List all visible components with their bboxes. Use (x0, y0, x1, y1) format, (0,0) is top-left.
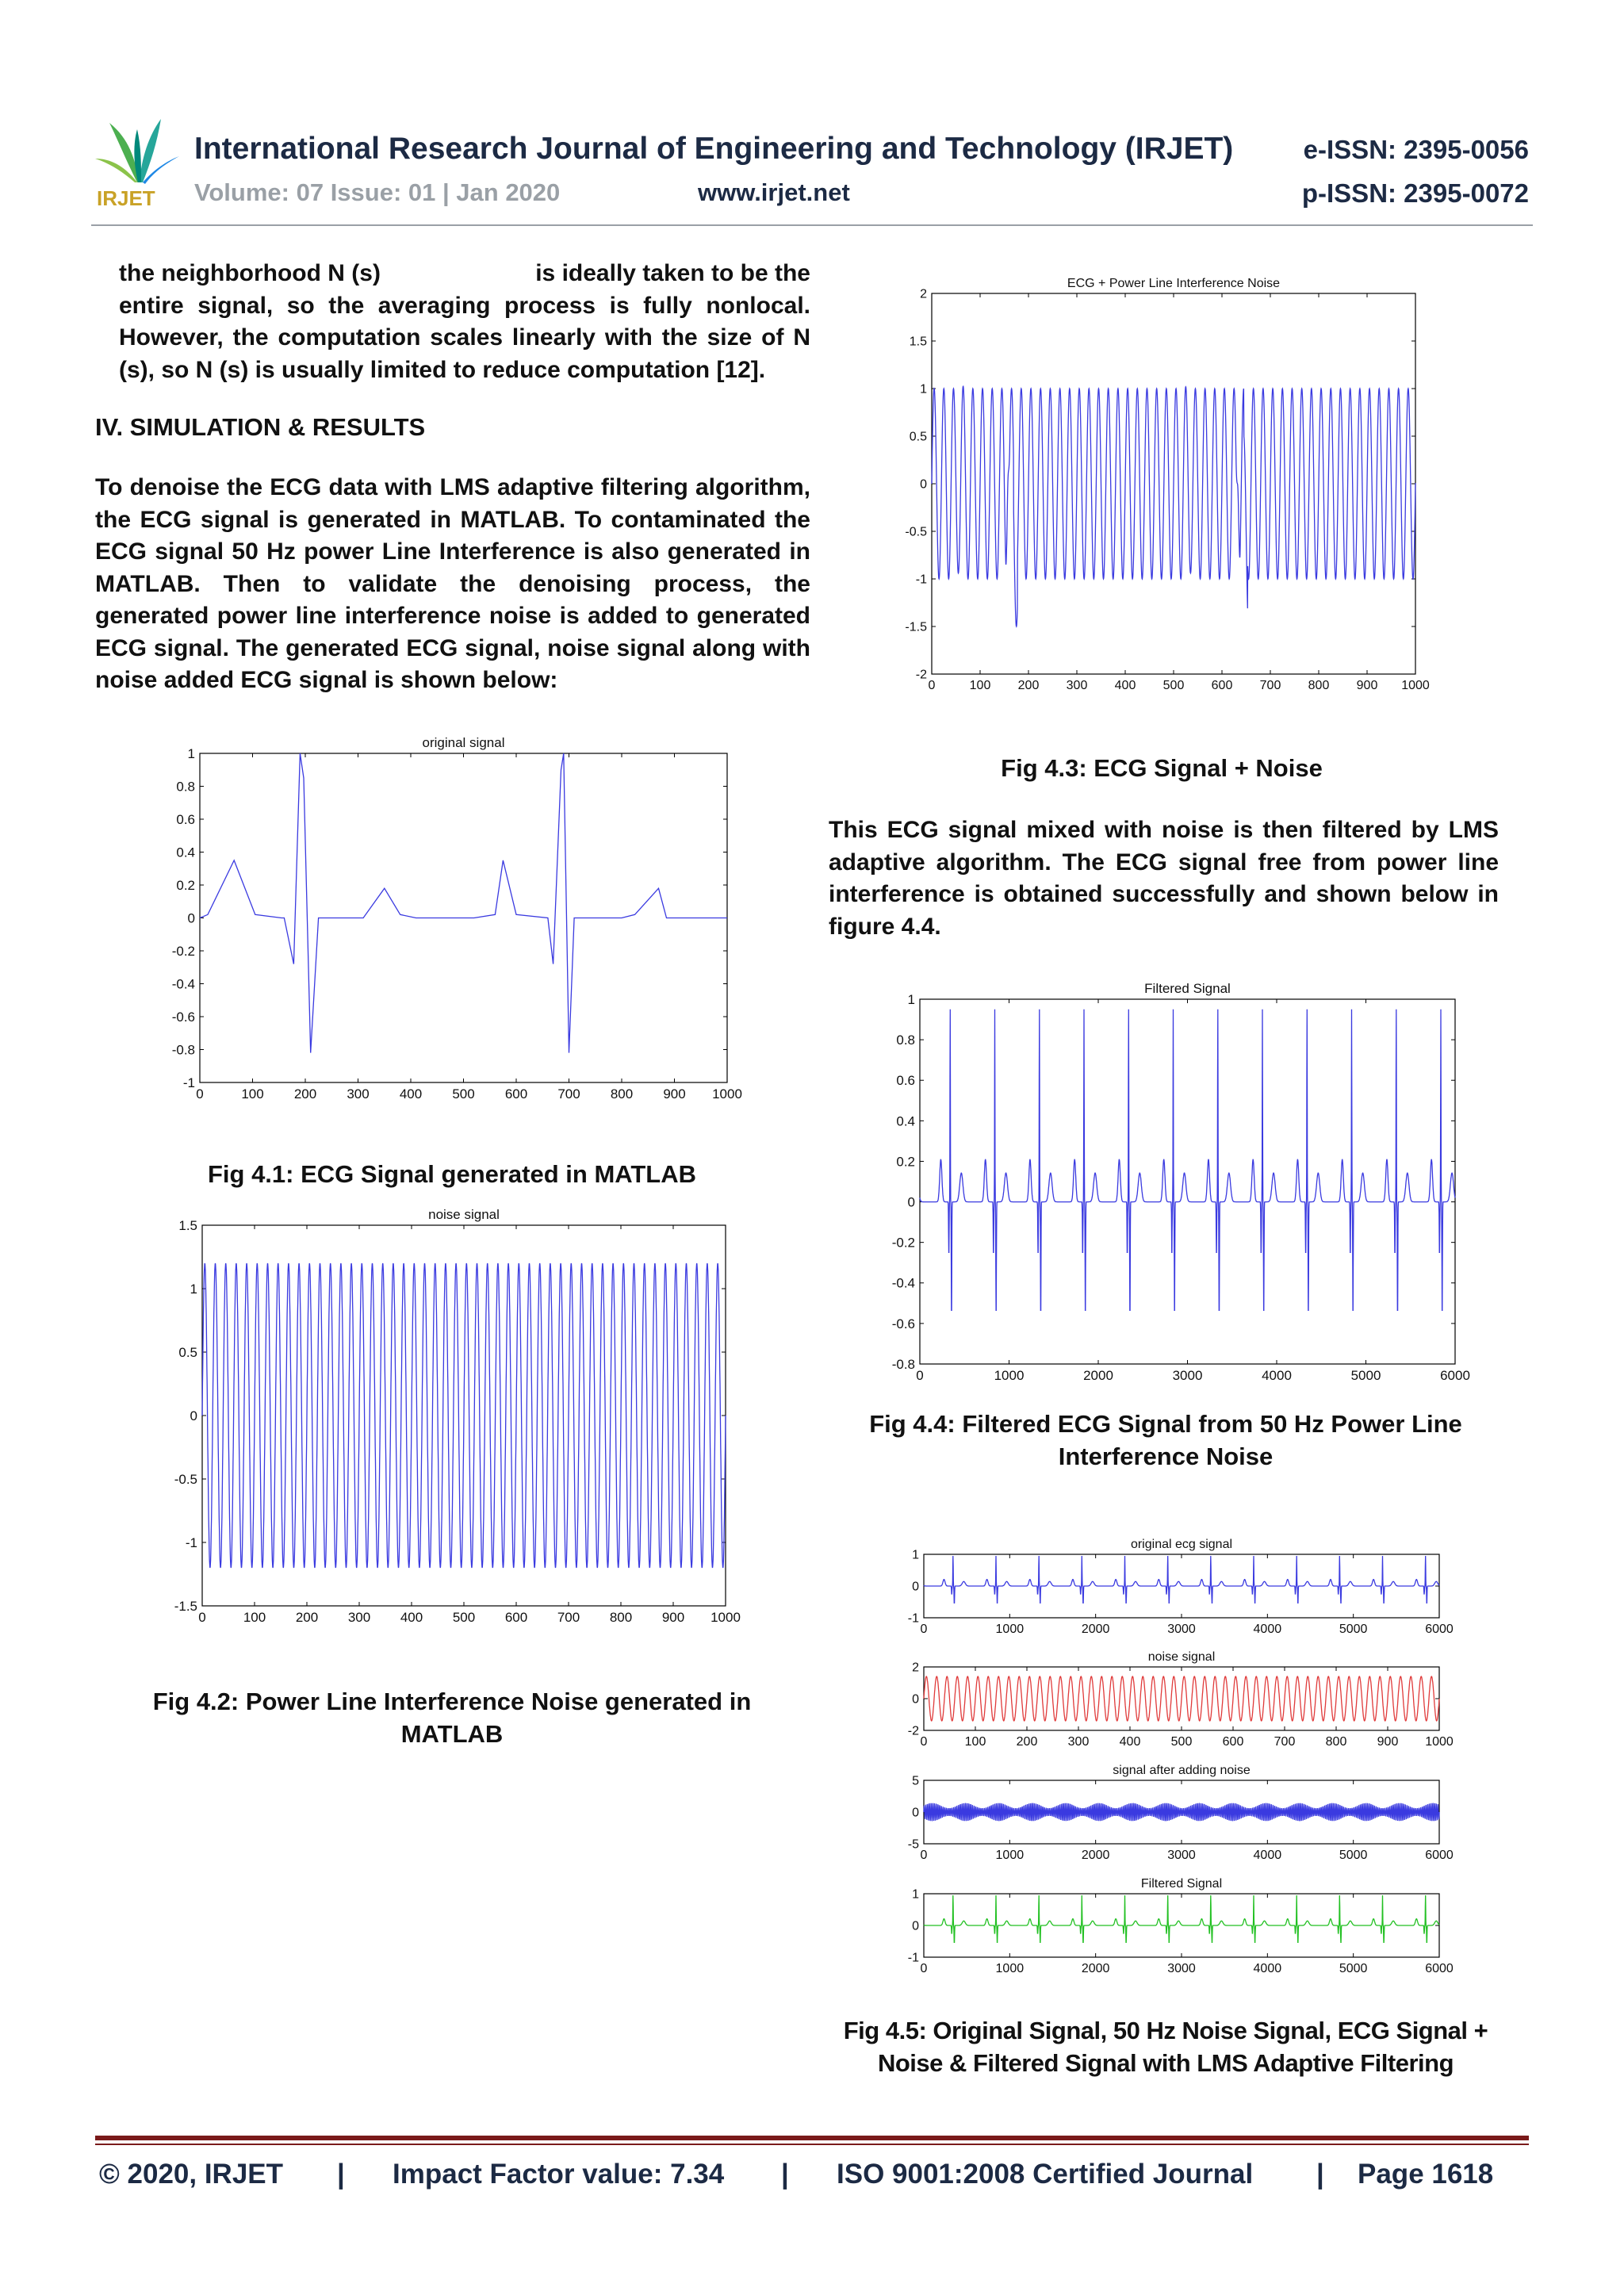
footer-page-number: Page 1618 (1358, 2159, 1494, 2190)
para1-line1-b: is ideally taken to be the (535, 260, 810, 286)
fig45-sub1-y-tick-label: 1 (912, 1548, 919, 1562)
fig44-y-tick-label: -0.4 (891, 1275, 915, 1291)
fig42-x-tick-label: 700 (557, 1610, 580, 1625)
fig42-y-tick-label: 1.5 (178, 1217, 197, 1233)
fig43-x-tick-label: 600 (1211, 679, 1233, 692)
fig44-x-tick-label: 1000 (994, 1368, 1025, 1383)
fig43-y-tick-label: -1 (915, 573, 927, 587)
fig41-title: original signal (422, 735, 505, 750)
fig44-y-tick-label: 0.4 (896, 1113, 915, 1129)
fig45-sub4-x-tick-label: 6000 (1425, 1962, 1454, 1975)
fig45-sub3-y-tick-label: -5 (907, 1837, 919, 1852)
fig45-sub3-x-tick-label: 3000 (1167, 1849, 1196, 1862)
fig41-y-tick-label: 0 (187, 910, 195, 926)
website-link[interactable]: www.irjet.net (698, 178, 850, 206)
fig43-y-tick-label: 2 (920, 287, 927, 301)
fig45-sub4-x-tick-label: 4000 (1253, 1962, 1282, 1975)
fig42-y-tick-label: 0 (190, 1408, 197, 1423)
fig41-x-tick-label: 100 (241, 1086, 264, 1102)
fig41-y-tick-label: -1 (182, 1075, 195, 1090)
fig45-sub4-x-tick-label: 3000 (1167, 1962, 1196, 1975)
fig45-sub4-x-tick-label: 5000 (1339, 1962, 1368, 1975)
fig45-sub4-y-tick-label: -1 (907, 1951, 919, 1965)
fig41-x-tick-label: 1000 (712, 1086, 742, 1102)
fig45-sub1-x-tick-label: 4000 (1253, 1623, 1282, 1636)
fig43-x-tick-label: 400 (1114, 679, 1136, 692)
fig41-x-tick-label: 900 (663, 1086, 686, 1102)
fig45-sub4-x-tick-label: 1000 (995, 1962, 1025, 1975)
fig45-sub2-x-tick-label: 400 (1119, 1735, 1141, 1749)
fig41-x-tick-label: 800 (610, 1086, 634, 1102)
caption-fig42: Fig 4.2: Power Line Interference Noise generated in MATLAB (152, 1688, 752, 1748)
fig45-sub1-title: original ecg signal (1130, 1538, 1233, 1551)
fig42-x-tick-label: 800 (609, 1610, 633, 1625)
paragraph-simulation: To denoise the ECG data with LMS adaptive filtering algorithm, the ECG signal is generated in MATLAB. To contaminated the ECG signal 50 Hz power Line Interference is also generated in MATLAB. Then to validate the denoising process, the generated power line interference noise is added to generated ECG signal. The generated ECG signal, noise signal along with noise added ECG signal is shown below: (95, 474, 810, 693)
footer-separator: | (337, 2159, 345, 2190)
fig44-x-tick-label: 3000 (1172, 1368, 1203, 1383)
fig45-sub3-x-tick-label: 5000 (1339, 1849, 1368, 1862)
fig45-sub1-x-tick-label: 0 (920, 1623, 928, 1636)
fig43-x-tick-label: 800 (1308, 679, 1330, 692)
fig44-x-tick-label: 5000 (1350, 1368, 1381, 1383)
fig41-y-tick-label: 0.8 (176, 779, 195, 795)
fig45-sub3-title: signal after adding noise (1113, 1764, 1251, 1777)
fig43-x-tick-label: 300 (1066, 679, 1088, 692)
fig41-y-tick-label: 0.4 (176, 845, 195, 860)
e-issn: e-ISSN: 2395-0056 (1303, 135, 1529, 164)
figure-4-4-chart (880, 971, 1475, 1388)
fig45-sub2-x-tick-label: 800 (1325, 1735, 1347, 1749)
fig44-x-tick-label: 2000 (1083, 1368, 1113, 1383)
fig42-y-tick-label: 0.5 (178, 1344, 197, 1360)
fig44-y-tick-label: 1 (907, 991, 915, 1007)
fig42-x-tick-label: 400 (400, 1610, 423, 1625)
fig45-sub2-x-tick-label: 100 (964, 1735, 986, 1749)
paragraph-filtering: This ECG signal mixed with noise is then filtered by LMS adaptive algorithm. The ECG signal free from power line interference is obtained successfully and shown below in figure 4.4. (829, 817, 1499, 940)
fig43-x-tick-label: 700 (1259, 679, 1281, 692)
fig43-x-tick-label: 100 (969, 679, 991, 692)
fig45-sub1-y-tick-label: 0 (912, 1580, 919, 1594)
irjet-logo (94, 115, 181, 210)
fig45-sub2-x-tick-label: 300 (1067, 1735, 1090, 1749)
fig45-sub3-x-tick-label: 6000 (1425, 1849, 1454, 1862)
fig42-x-tick-label: 1000 (710, 1610, 741, 1625)
journal-title: International Research Journal of Engineering and Technology (IRJET) (194, 132, 1234, 166)
fig45-sub2-x-tick-label: 700 (1274, 1735, 1296, 1749)
fig41-x-tick-label: 300 (347, 1086, 370, 1102)
fig42-y-tick-label: -0.5 (174, 1471, 197, 1487)
fig41-y-tick-label: -0.4 (171, 976, 195, 992)
fig45-sub2-title: noise signal (1147, 1650, 1216, 1664)
fig41-y-tick-label: -0.8 (171, 1042, 195, 1058)
fig42-x-tick-label: 600 (504, 1610, 528, 1625)
fig42-series-line (202, 1263, 726, 1568)
fig45-sub3-y-tick-label: 5 (912, 1774, 919, 1788)
footer-iso: ISO 9001:2008 Certified Journal (837, 2159, 1254, 2190)
fig41-x-tick-label: 500 (452, 1086, 475, 1102)
fig42-x-tick-label: 100 (243, 1610, 266, 1625)
fig45-sub4-x-tick-label: 0 (920, 1962, 928, 1975)
fig45-sub1-x-tick-label: 6000 (1425, 1623, 1454, 1636)
para1-line1-a: the neighborhood N (s) (119, 260, 381, 286)
figure-4-3-chart (888, 266, 1443, 698)
logo-text: IRJET (97, 186, 155, 210)
figure-4-2-chart (159, 1197, 761, 1626)
fig45-sub4-series-line (924, 1895, 1439, 1942)
caption-fig45: Fig 4.5: Original Signal, 50 Hz Noise Signal, ECG Signal + Noise & Filtered Signal with LMS Adaptive Filtering (843, 2017, 1488, 2077)
fig43-x-tick-label: 1000 (1401, 679, 1430, 692)
fig41-x-tick-label: 700 (557, 1086, 580, 1102)
fig44-y-tick-label: -0.2 (891, 1235, 915, 1251)
caption-fig44: Fig 4.4: Filtered ECG Signal from 50 Hz Power Line Interference Noise (869, 1410, 1462, 1470)
caption-fig43: Fig 4.3: ECG Signal + Noise (1001, 754, 1323, 782)
fig43-y-tick-label: -2 (915, 668, 927, 682)
fig43-series-line (932, 386, 1415, 626)
fig45-sub4-y-tick-label: 1 (912, 1887, 919, 1902)
fig45-sub2-x-tick-label: 1000 (1425, 1735, 1454, 1749)
fig44-y-tick-label: -0.6 (891, 1316, 915, 1331)
fig44-plot-frame (920, 999, 1455, 1364)
fig42-y-tick-label: -1 (185, 1534, 197, 1550)
fig45-sub1-x-tick-label: 2000 (1081, 1623, 1110, 1636)
fig45-sub2-y-tick-label: 0 (912, 1692, 919, 1707)
fig41-x-tick-label: 200 (293, 1086, 317, 1102)
footer-copyright: © 2020, IRJET (99, 2159, 284, 2190)
footer-rule-thick (95, 2136, 1529, 2140)
fig43-x-tick-label: 0 (928, 679, 936, 692)
fig44-title: Filtered Signal (1144, 981, 1231, 996)
footer-separator: | (1316, 2159, 1324, 2190)
fig44-y-tick-label: -0.8 (891, 1356, 915, 1372)
fig44-y-tick-label: 0.6 (896, 1073, 915, 1089)
fig42-y-tick-label: -1.5 (174, 1598, 197, 1614)
fig45-sub4-x-tick-label: 2000 (1081, 1962, 1110, 1975)
fig44-y-tick-label: 0 (907, 1194, 915, 1210)
fig45-sub4-y-tick-label: 0 (912, 1919, 919, 1933)
footer-separator: | (781, 2159, 789, 2190)
fig41-y-tick-label: 0.2 (176, 877, 195, 893)
fig45-sub2-y-tick-label: 2 (912, 1661, 919, 1675)
fig43-y-tick-label: 1.5 (909, 335, 927, 349)
fig45-sub1-x-tick-label: 1000 (995, 1623, 1025, 1636)
fig45-sub3-x-tick-label: 0 (920, 1849, 928, 1862)
fig44-y-tick-label: 0.2 (896, 1154, 915, 1170)
volume-issue: Volume: 07 Issue: 01 | Jan 2020 (194, 178, 561, 206)
fig41-y-tick-label: 1 (187, 745, 195, 761)
fig45-sub2-x-tick-label: 600 (1222, 1735, 1244, 1749)
figure-4-1-chart (159, 726, 761, 1106)
fig42-x-tick-label: 500 (452, 1610, 476, 1625)
fig45-sub1-x-tick-label: 5000 (1339, 1623, 1368, 1636)
footer-rule-thin (95, 2144, 1529, 2145)
fig45-sub2-series-line (924, 1676, 1439, 1721)
fig42-y-tick-label: 1 (190, 1281, 197, 1297)
fig42-x-tick-label: 0 (198, 1610, 206, 1625)
fig44-y-tick-label: 0.8 (896, 1033, 915, 1048)
fig45-sub3-series-line (924, 1803, 1439, 1820)
fig41-x-tick-label: 0 (196, 1086, 204, 1102)
fig43-y-tick-label: 0 (920, 477, 927, 492)
fig44-series-line (920, 1010, 1455, 1311)
fig42-title: noise signal (428, 1207, 500, 1222)
caption-fig41: Fig 4.1: ECG Signal generated in MATLAB (207, 1160, 697, 1188)
fig42-x-tick-label: 900 (661, 1610, 685, 1625)
fig41-y-tick-label: -0.2 (171, 943, 195, 959)
fig42-x-tick-label: 300 (347, 1610, 371, 1625)
fig45-sub2-x-tick-label: 500 (1170, 1735, 1193, 1749)
fig45-sub2-x-tick-label: 0 (920, 1735, 928, 1749)
fig45-sub3-x-tick-label: 4000 (1253, 1849, 1282, 1862)
fig45-sub3-x-tick-label: 1000 (995, 1849, 1025, 1862)
fig41-y-tick-label: 0.6 (176, 811, 195, 827)
p-issn: p-ISSN: 2395-0072 (1301, 178, 1529, 208)
fig45-sub2-x-tick-label: 200 (1016, 1735, 1038, 1749)
fig45-sub1-x-tick-label: 3000 (1167, 1623, 1196, 1636)
fig45-sub3-y-tick-label: 0 (912, 1806, 919, 1820)
fig43-y-tick-label: 0.5 (909, 430, 927, 444)
fig43-x-tick-label: 500 (1162, 679, 1185, 692)
fig44-x-tick-label: 6000 (1440, 1368, 1470, 1383)
fig44-x-tick-label: 0 (916, 1368, 924, 1383)
fig41-y-tick-label: -0.6 (171, 1009, 195, 1025)
fig45-sub3-x-tick-label: 2000 (1081, 1849, 1110, 1862)
fig41-x-tick-label: 400 (399, 1086, 423, 1102)
para1-rest: entire signal, so the averaging process is fully nonlocal. However, the computation scales linearly with the size of N (s), so N (s) is usually limited to reduce computation [12]. (119, 292, 810, 383)
fig43-title: ECG + Power Line Interference Noise (1067, 277, 1281, 290)
fig43-y-tick-label: 1 (920, 382, 927, 397)
fig41-series-line (200, 753, 727, 1053)
fig45-sub1-y-tick-label: -1 (907, 1611, 919, 1626)
fig43-y-tick-label: -1.5 (905, 620, 927, 634)
figure-4-5-chart (888, 1523, 1459, 1983)
fig42-x-tick-label: 200 (295, 1610, 319, 1625)
fig43-x-tick-label: 200 (1017, 679, 1040, 692)
header-divider (91, 224, 1533, 226)
fig41-x-tick-label: 600 (504, 1086, 528, 1102)
fig43-x-tick-label: 900 (1356, 679, 1378, 692)
paragraph-nonlocal (119, 258, 810, 386)
footer-impact-factor: Impact Factor value: 7.34 (393, 2159, 725, 2190)
fig45-sub2-y-tick-label: -2 (907, 1724, 919, 1738)
fig45-sub1-series-line (924, 1556, 1439, 1603)
fig44-x-tick-label: 4000 (1262, 1368, 1292, 1383)
fig45-sub4-title: Filtered Signal (1140, 1877, 1223, 1891)
fig43-y-tick-label: -0.5 (905, 525, 927, 539)
section-heading: IV. SIMULATION & RESULTS (95, 413, 426, 441)
fig45-sub2-x-tick-label: 900 (1377, 1735, 1399, 1749)
